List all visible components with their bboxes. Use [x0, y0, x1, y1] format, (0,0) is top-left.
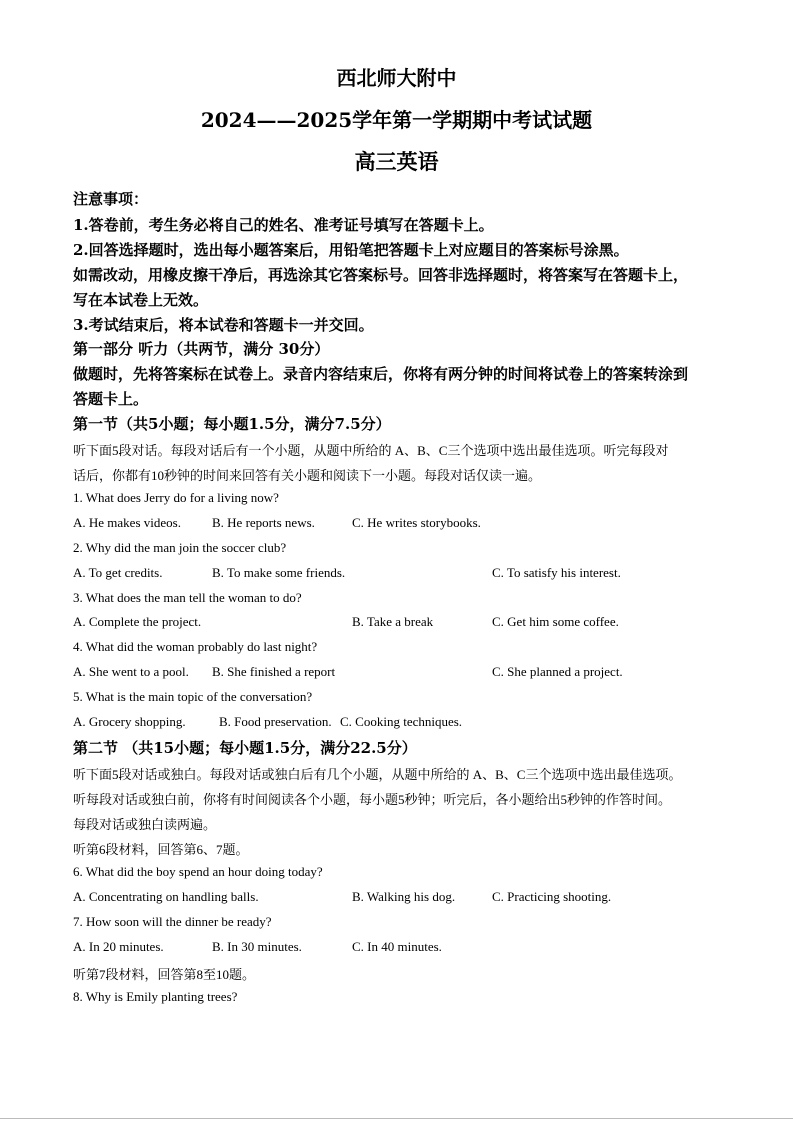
option-7c: C. In 40 minutes. — [352, 939, 442, 954]
option-2b: B. To make some friends. — [212, 565, 346, 580]
option-7b: B. In 30 minutes. — [212, 939, 302, 954]
option-3b: B. Take a break — [352, 614, 434, 629]
question-8: 8. Why is Emily planting trees? — [73, 989, 238, 1004]
question-3: 3. What does the man tell the woman to do? — [73, 590, 302, 605]
option-1a: A. He makes videos. — [73, 515, 181, 530]
section2-instruction: 每段对话或独白读两遍。 — [73, 817, 217, 832]
section2-instruction: 听每段对话或独白前，你将有时间阅读各个小题，每小题5秒钟；听完后，各小题给出5秒钟的作答时间。 — [73, 792, 672, 807]
part1-title: 第一部分 听力（共两节，满分 30分） — [73, 340, 330, 358]
question-4: 4. What did the woman probably do last night? — [73, 639, 318, 654]
option-4a: A. She went to a pool. — [73, 664, 189, 679]
option-6b: B. Walking his dog. — [352, 889, 456, 904]
exam-title: 2024——2025学年第一学期期中考试试题 — [200, 108, 593, 132]
option-2c: C. To satisfy his interest. — [492, 565, 621, 580]
section1-instruction: 听下面5段对话。每段对话后有一个小题，从题中所给的 A、B、C三个选项中选出最佳选项。听完每段对 — [73, 443, 669, 458]
material-6-heading: 听第6段材料，回答第6、7题。 — [73, 842, 249, 857]
part1-instruction: 答题卡上。 — [73, 390, 149, 408]
note-line: 如需改动，用橡皮擦干净后，再选涂其它答案标号。回答非选择题时，将答案写在答题卡上， — [73, 266, 689, 284]
option-5b: B. Food preservation. — [219, 714, 332, 729]
section1-instruction: 话后，你都有10秒钟的时间来回答有关小题和阅读下一小题。每段对话仅读一遍。 — [73, 468, 542, 483]
school-name: 西北师大附中 — [336, 66, 457, 90]
option-6c: C. Practicing shooting. — [492, 889, 612, 904]
question-5: 5. What is the main topic of the conversation? — [73, 689, 313, 704]
option-1b: B. He reports news. — [212, 515, 315, 530]
section1-title: 第一节（共5小题；每小题1.5分，满分7.5分） — [73, 415, 391, 433]
option-4c: C. She planned a project. — [492, 664, 623, 679]
option-3c: C. Get him some coffee. — [492, 614, 619, 629]
option-1c: C. He writes storybooks. — [352, 515, 481, 530]
section2-instruction: 听下面5段对话或独白。每段对话或独白后有几个小题，从题中所给的 A、B、C三个选项中选出最佳选项。 — [73, 767, 682, 782]
option-5a: A. Grocery shopping. — [73, 714, 186, 729]
page-bottom-rule — [0, 1118, 793, 1119]
option-5c: C. Cooking techniques. — [340, 714, 463, 729]
note-line: 3.考试结束后，将本试卷和答题卡一并交回。 — [73, 316, 374, 334]
question-7: 7. How soon will the dinner be ready? — [73, 914, 272, 929]
option-7a: A. In 20 minutes. — [73, 939, 164, 954]
subject-title: 高三英语 — [354, 149, 439, 174]
notes-title: 注意事项： — [73, 190, 149, 208]
option-4b: B. She finished a report — [212, 664, 336, 679]
question-1: 1. What does Jerry do for a living now? — [73, 490, 279, 505]
question-2: 2. Why did the man join the soccer club? — [73, 540, 287, 555]
option-6a: A. Concentrating on handling balls. — [73, 889, 259, 904]
material-7-heading: 听第7段材料，回答第8至10题。 — [73, 967, 256, 982]
section2-title: 第二节 （共15小题；每小题1.5分，满分22.5分） — [73, 739, 417, 757]
option-3a: A. Complete the project. — [73, 614, 202, 629]
note-line: 1.答卷前，考生务必将自己的姓名、准考证号填写在答题卡上。 — [73, 216, 494, 234]
option-2a: A. To get credits. — [73, 565, 163, 580]
note-line: 2.回答选择题时，选出每小题答案后，用铅笔把答题卡上对应题目的答案标号涂黑。 — [73, 241, 629, 259]
part1-instruction: 做题时，先将答案标在试卷上。录音内容结束后，你将有两分钟的时间将试卷上的答案转涂到 — [73, 365, 689, 383]
note-line: 写在本试卷上无效。 — [73, 291, 209, 309]
question-6: 6. What did the boy spend an hour doing today? — [73, 864, 323, 879]
